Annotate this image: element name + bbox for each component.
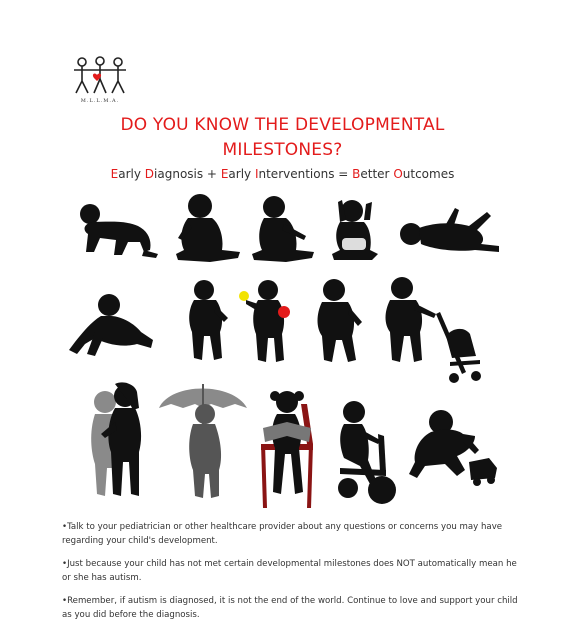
logo — [70, 55, 130, 107]
note-paragraph: •Remember, if autism is diagnosed, it is not the end of the world. Continue to love and support your child as you did before the diagnosis. — [62, 596, 518, 620]
sitting-baby-waving-icon — [328, 198, 388, 262]
toddler-with-balls-icon — [238, 278, 298, 368]
walking-toddler-icon — [182, 278, 232, 368]
subtitle — [0, 167, 565, 181]
subtitle-cap: O — [393, 167, 403, 181]
subtitle-cap: I — [254, 167, 259, 181]
sitting-baby-icon — [170, 192, 245, 264]
subtitle-text: etter — [360, 167, 394, 181]
subtitle-text: arly — [228, 167, 255, 181]
note-paragraph: •Talk to your pediatrician or other healthcare provider about any questions or concerns you may have regarding your child's development. — [62, 522, 503, 546]
page-title — [0, 113, 565, 163]
toddler-with-stroller-icon — [380, 276, 490, 386]
milestone-silhouettes — [60, 192, 505, 522]
subtitle-cap: E — [220, 167, 229, 181]
subtitle-text: utcomes — [402, 167, 455, 181]
child-on-tricycle-icon — [330, 400, 400, 510]
standing-toddler-icon — [312, 278, 367, 368]
sitting-baby-reaching-icon — [250, 194, 325, 264]
logo-text: M.L.L.M.A. — [80, 98, 120, 104]
title-line-2: MILESTONES? — [222, 140, 343, 160]
crawling-toddler-icon — [65, 292, 160, 362]
title-line-1: DO YOU KNOW THE DEVELOPMENTAL — [120, 115, 445, 135]
note-paragraph: •Just because your child has not met certain developmental milestones does NOT automatically mean he or she has autism. — [62, 559, 517, 583]
subtitle-cap: D — [144, 167, 155, 181]
crawling-baby-icon — [70, 200, 160, 260]
subtitle-text: iagnosis + — [154, 167, 221, 181]
two-girls-hugging-icon — [85, 382, 155, 507]
girl-reading-on-chair-icon — [255, 384, 320, 509]
subtitle-cap: B — [352, 167, 361, 181]
subtitle-cap: E — [110, 167, 119, 181]
lying-baby-icon — [395, 206, 505, 256]
subtitle-text: nterventions = — [258, 167, 353, 181]
child-with-umbrella-icon — [155, 378, 250, 503]
child-with-toy-car-icon — [405, 408, 500, 488]
notes — [62, 520, 522, 631]
subtitle-text: arly — [118, 167, 145, 181]
children-holding-hands-logo-icon — [70, 55, 130, 97]
